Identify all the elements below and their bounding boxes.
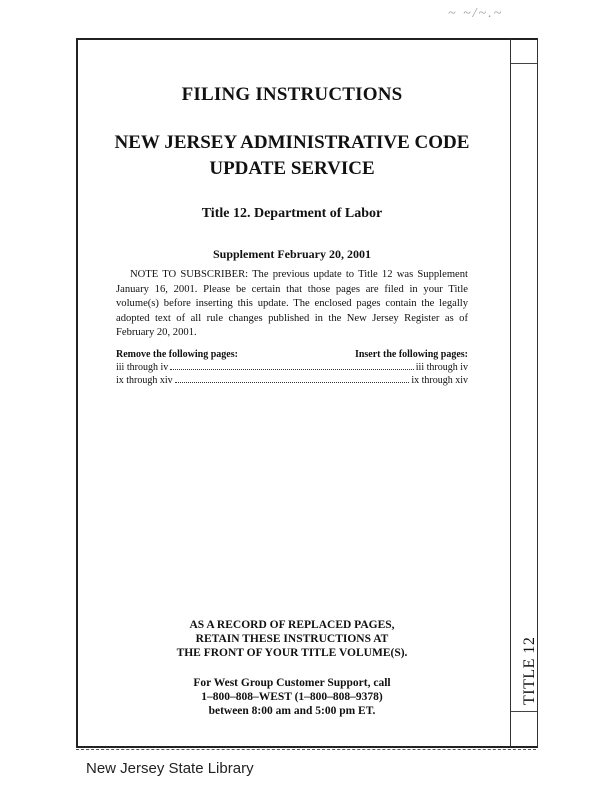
supplement-date: Supplement February 20, 2001 xyxy=(212,247,371,261)
document-title: FILING INSTRUCTIONS xyxy=(181,84,403,105)
title-tab-label: TITLE 12 xyxy=(521,636,538,705)
code-heading xyxy=(100,130,484,182)
code-heading-line-1: NEW JERSEY ADMINISTRATIVE CODE xyxy=(114,132,470,153)
insert-pages-value: iii through iv xyxy=(415,362,468,373)
record-line-1: AS A RECORD OF REPLACED PAGES, xyxy=(189,619,395,631)
record-line-2: RETAIN THESE INSTRUCTIONS AT xyxy=(195,633,389,645)
strip-rule-bottom xyxy=(511,711,537,712)
record-line-3: THE FRONT OF YOUR TITLE VOLUME(S). xyxy=(176,647,408,659)
insert-pages-value: ix through xiv xyxy=(411,375,468,386)
remove-pages-header: Remove the following pages: xyxy=(116,349,238,360)
insert-pages-header: Insert the following pages: xyxy=(354,349,468,360)
strip-rule-top xyxy=(511,63,537,64)
support-hours: between 8:00 am and 5:00 pm ET. xyxy=(208,705,376,717)
table-row xyxy=(116,374,468,387)
footer-rule xyxy=(76,749,536,750)
dot-leader xyxy=(170,369,414,370)
record-instructions xyxy=(100,618,484,660)
dot-leader xyxy=(175,382,410,383)
remove-pages-value: ix through xiv xyxy=(116,375,173,386)
title-department: Title 12. Department of Labor xyxy=(201,206,383,221)
page-table-header xyxy=(116,348,468,361)
page-replacement-table xyxy=(116,348,468,387)
support-phone: 1–800–808–WEST (1–800–808–9378) xyxy=(201,691,383,703)
library-stamp: New Jersey State Library xyxy=(86,760,254,777)
code-heading-line-2: UPDATE SERVICE xyxy=(209,158,375,179)
remove-pages-value: iii through iv xyxy=(116,362,169,373)
subscriber-note: NOTE TO SUBSCRIBER: The previous update to Title 12 was Supplement January 16, 2001. Please be certain that those pages are filed in your Title volume(s) before inserting this update. The enclosed pages contain the legally adopted text of all rule changes published in the New Jersey Register as of February 20, 2001. xyxy=(116,269,468,339)
handwritten-scribble: ~ ~/~.~ xyxy=(448,6,504,21)
customer-support xyxy=(100,676,484,718)
support-line-1: For West Group Customer Support, call xyxy=(193,677,391,689)
table-row xyxy=(116,361,468,374)
